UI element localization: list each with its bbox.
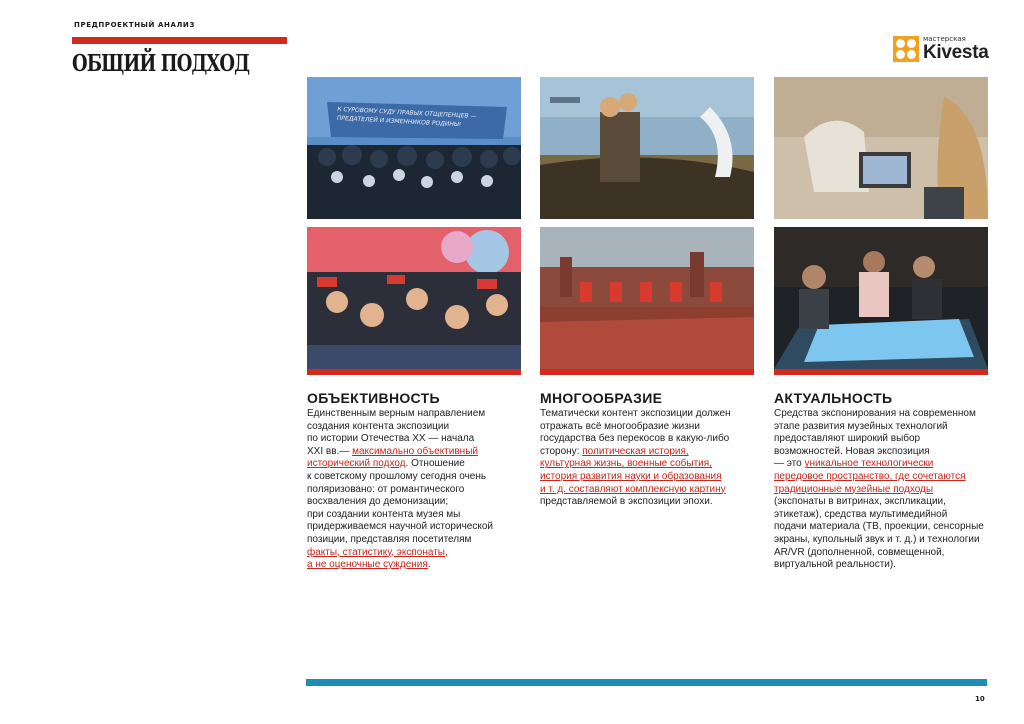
text-line	[540, 458, 760, 471]
text-line	[307, 458, 527, 471]
text-line	[774, 446, 998, 459]
plain-text: Единственным верным направлением	[307, 408, 486, 419]
text-line	[307, 446, 527, 459]
highlighted-text: традиционные музейные подходы	[774, 483, 934, 495]
text-line	[774, 421, 998, 434]
text-line	[774, 521, 998, 534]
text-line	[540, 433, 760, 446]
footer-accent-bar	[306, 679, 987, 686]
highlighted-text: и т. д. составляют комплексную картину	[540, 483, 726, 495]
section-label: ПРЕДПРОЕКТНЫЙ АНАЛИЗ	[74, 21, 195, 29]
plain-text: экраны, купольный звук и т. д.) и технологии	[774, 533, 980, 545]
page-number: 10	[975, 695, 985, 703]
plain-text: создания контента экспозиции	[307, 420, 450, 432]
column-3-accent-bar	[774, 369, 988, 375]
plain-text: возможностей. Новая экспозиция	[774, 445, 930, 457]
relevance-text	[774, 408, 998, 572]
soviet-rally-photo	[307, 77, 521, 219]
plain-text: поляризовано: от романтического	[307, 483, 465, 495]
plain-text: предоставляют широкий выбор	[774, 433, 921, 445]
text-line	[774, 433, 998, 446]
text-line	[307, 484, 527, 497]
plain-text: восхваления до демонизации;	[307, 496, 449, 508]
plain-text: — это	[774, 458, 805, 470]
highlighted-text: уникальное технологически	[804, 458, 934, 470]
interactive-table-photo	[774, 227, 988, 369]
text-line	[774, 471, 998, 484]
objectivity-text	[307, 408, 527, 572]
plain-text: государства без перекосов в какую-либо	[540, 433, 730, 445]
plain-text: (экспонаты в витринах, экспликации,	[774, 496, 946, 508]
text-line	[540, 408, 760, 421]
text-line	[307, 433, 527, 446]
red-square-parade-photo	[540, 227, 754, 369]
flower-logo-icon	[893, 36, 919, 62]
text-line	[307, 496, 527, 509]
plain-text: по истории Отечества XX — начала	[307, 433, 475, 445]
column-2-accent-bar	[540, 369, 754, 375]
text-line	[307, 509, 527, 522]
text-line	[307, 559, 527, 572]
plain-text: AR/VR (дополненной, совмещенной,	[774, 546, 945, 558]
rally-banner-text: К СУРОВОМУ СУДУ ПРАВЫХ ОТЩЕПЕНЦЕВ — ПРЕДАТЕЛЕЙ И ИЗМЕННИКОВ РОДИНЫ!	[336, 105, 477, 129]
text-line	[774, 458, 998, 471]
plain-text: этапе развития музейных технологий	[774, 420, 948, 432]
heading-objectivity: ОБЪЕКТИВНОСТЬ	[307, 390, 440, 406]
parade-crowd-photo	[307, 227, 521, 369]
highlighted-text: максимально объективный	[352, 445, 478, 457]
plain-text: Средства экспонирования на современном	[774, 408, 976, 419]
text-line	[540, 421, 760, 434]
highlighted-text: культурная жизнь, военные события,	[540, 458, 712, 470]
plain-text: отражать всё многообразие жизни	[540, 420, 700, 432]
highlighted-text: история развития науки и образования	[540, 470, 722, 482]
text-line	[540, 471, 760, 484]
plain-text: Тематически контент экспозиции должен	[540, 408, 731, 419]
museum-tablet-photo	[774, 77, 988, 219]
column-1-accent-bar	[307, 369, 521, 375]
plain-text: XXI вв.—	[307, 445, 353, 457]
header-accent-bar	[72, 37, 287, 44]
text-line	[307, 408, 527, 421]
text-line	[774, 496, 998, 509]
plain-text: виртуальной реальности).	[774, 559, 896, 571]
plain-text: .	[427, 559, 431, 571]
plain-text: позиции, представляя посетителям	[307, 533, 472, 545]
plain-text: этикетаж), средства мультимедийной	[774, 508, 948, 520]
text-line	[307, 421, 527, 434]
couple-on-embankment-photo	[540, 77, 754, 219]
logo-caption: мастерская	[923, 35, 966, 43]
plain-text: подачи материала (ТВ, проекции, сенсорные	[774, 521, 984, 533]
heading-diversity: МНОГООБРАЗИЕ	[540, 390, 663, 406]
text-line	[540, 446, 760, 459]
text-line	[307, 547, 527, 560]
text-line	[540, 496, 760, 509]
plain-text: представляемой в экспозиции эпохи.	[540, 496, 713, 508]
highlighted-text: факты, статистику, экспонаты,	[307, 546, 448, 558]
text-line	[774, 509, 998, 522]
plain-text: к советскому прошлому сегодня очень	[307, 470, 487, 482]
plain-text: при создании контента музея мы	[307, 508, 461, 520]
text-line	[307, 471, 527, 484]
logo-wordmark: Kivesta	[923, 42, 989, 63]
highlighted-text: исторический подход	[307, 458, 406, 470]
highlighted-text: политическая история,	[582, 445, 689, 457]
kivesta-logo	[893, 36, 989, 62]
highlighted-text: передовое пространство, где сочетаются	[774, 470, 966, 482]
text-line	[540, 484, 760, 497]
plain-text: сторону:	[540, 445, 583, 457]
text-line	[774, 484, 998, 497]
text-line	[307, 521, 527, 534]
page-title: ОБЩИЙ ПОДХОД	[72, 50, 250, 77]
text-line	[774, 547, 998, 560]
diversity-text	[540, 408, 760, 509]
text-line	[774, 559, 998, 572]
heading-relevance: АКТУАЛЬНОСТЬ	[774, 390, 893, 406]
text-line	[774, 408, 998, 421]
text-line	[774, 534, 998, 547]
text-line	[307, 534, 527, 547]
plain-text: придерживаемся научной исторической	[307, 521, 493, 533]
plain-text: . Отношение	[405, 458, 465, 470]
highlighted-text: а не оценочные суждения	[307, 559, 428, 571]
